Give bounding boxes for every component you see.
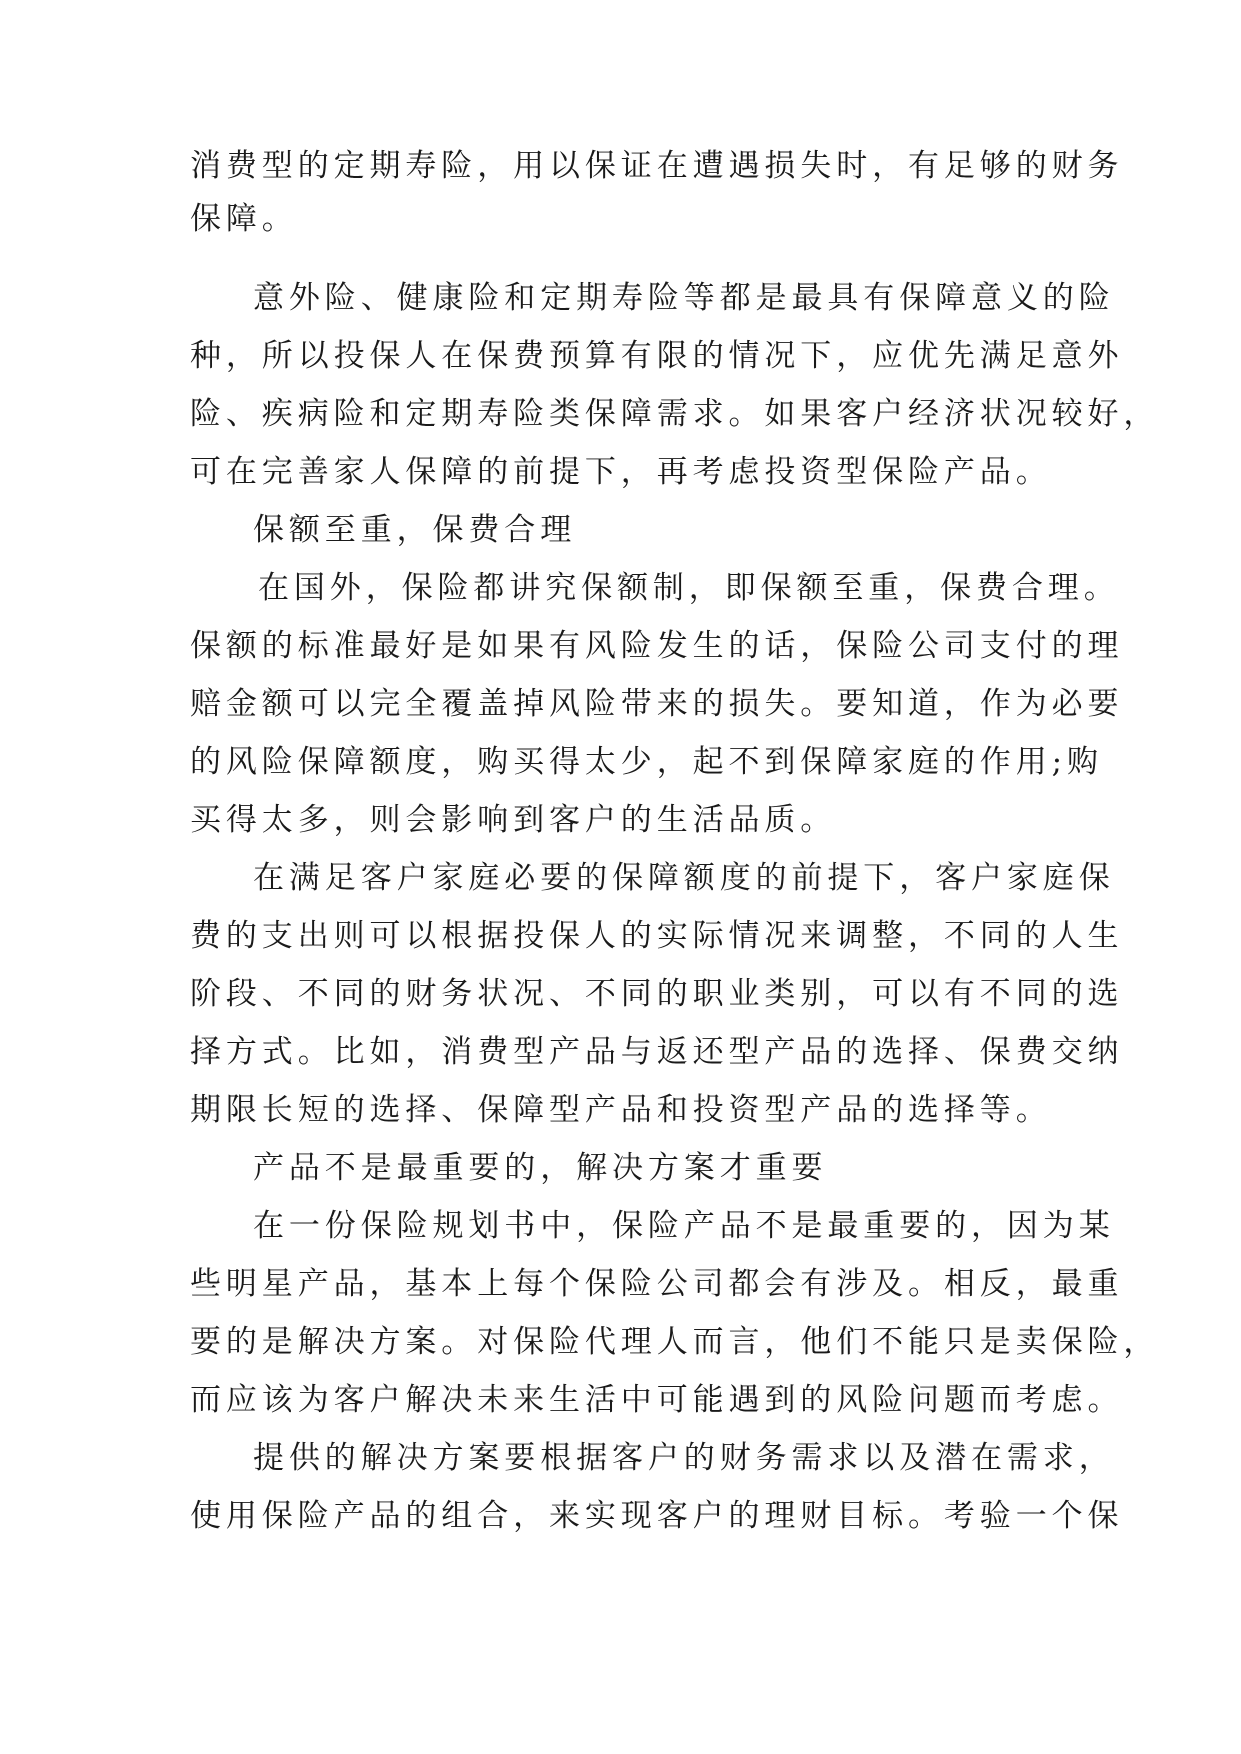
section-heading: 产品不是最重要的，解决方案才重要: [253, 1150, 828, 1186]
text-line: 阶段、不同的财务状况、不同的职业类别，可以有不同的选: [190, 976, 1124, 1012]
text-line: 保额的标准最好是如果有风险发生的话，保险公司支付的理: [190, 628, 1124, 664]
paragraph-start-line: 在一份保险规划书中，保险产品不是最重要的，因为某: [253, 1208, 1115, 1244]
paragraph-start-line: 提供的解决方案要根据客户的财务需求以及潜在需求，: [253, 1440, 1115, 1476]
text-line: 的风险保障额度，购买得太少，起不到保障家庭的作用;购: [190, 744, 1103, 780]
paragraph-start-line: 在满足客户家庭必要的保障额度的前提下，客户家庭保: [253, 860, 1115, 896]
paragraph-start-line: 意外险、健康险和定期寿险等都是最具有保障意义的险: [253, 280, 1115, 316]
text-line: 些明星产品，基本上每个保险公司都会有涉及。相反，最重: [190, 1266, 1124, 1302]
text-line: 期限长短的选择、保障型产品和投资型产品的选择等。: [190, 1092, 1052, 1128]
paragraph-start-line: 在国外，保险都讲究保额制，即保额至重，保费合理。: [258, 570, 1120, 606]
text-line: 要的是解决方案。对保险代理人而言，他们不能只是卖保险，: [190, 1324, 1160, 1360]
text-line: 使用保险产品的组合，来实现客户的理财目标。考验一个保: [190, 1498, 1124, 1534]
text-line: 买得太多，则会影响到客户的生活品质。: [190, 802, 837, 838]
section-heading: 保额至重，保费合理: [253, 512, 577, 548]
text-line: 险、疾病险和定期寿险类保障需求。如果客户经济状况较好，: [190, 396, 1160, 432]
text-line: 费的支出则可以根据投保人的实际情况来调整，不同的人生: [190, 918, 1124, 954]
text-line: 消费型的定期寿险，用以保证在遭遇损失时，有足够的财务: [190, 148, 1124, 184]
text-line: 赔金额可以完全覆盖掉风险带来的损失。要知道，作为必要: [190, 686, 1124, 722]
text-line: 而应该为客户解决未来生活中可能遇到的风险问题而考虑。: [190, 1382, 1124, 1418]
text-line: 可在完善家人保障的前提下，再考虑投资型保险产品。: [190, 454, 1052, 490]
text-line: 择方式。比如，消费型产品与返还型产品的选择、保费交纳: [190, 1034, 1124, 1070]
text-line: 保障。: [190, 201, 298, 237]
text-line: 种，所以投保人在保费预算有限的情况下，应优先满足意外: [190, 338, 1124, 374]
